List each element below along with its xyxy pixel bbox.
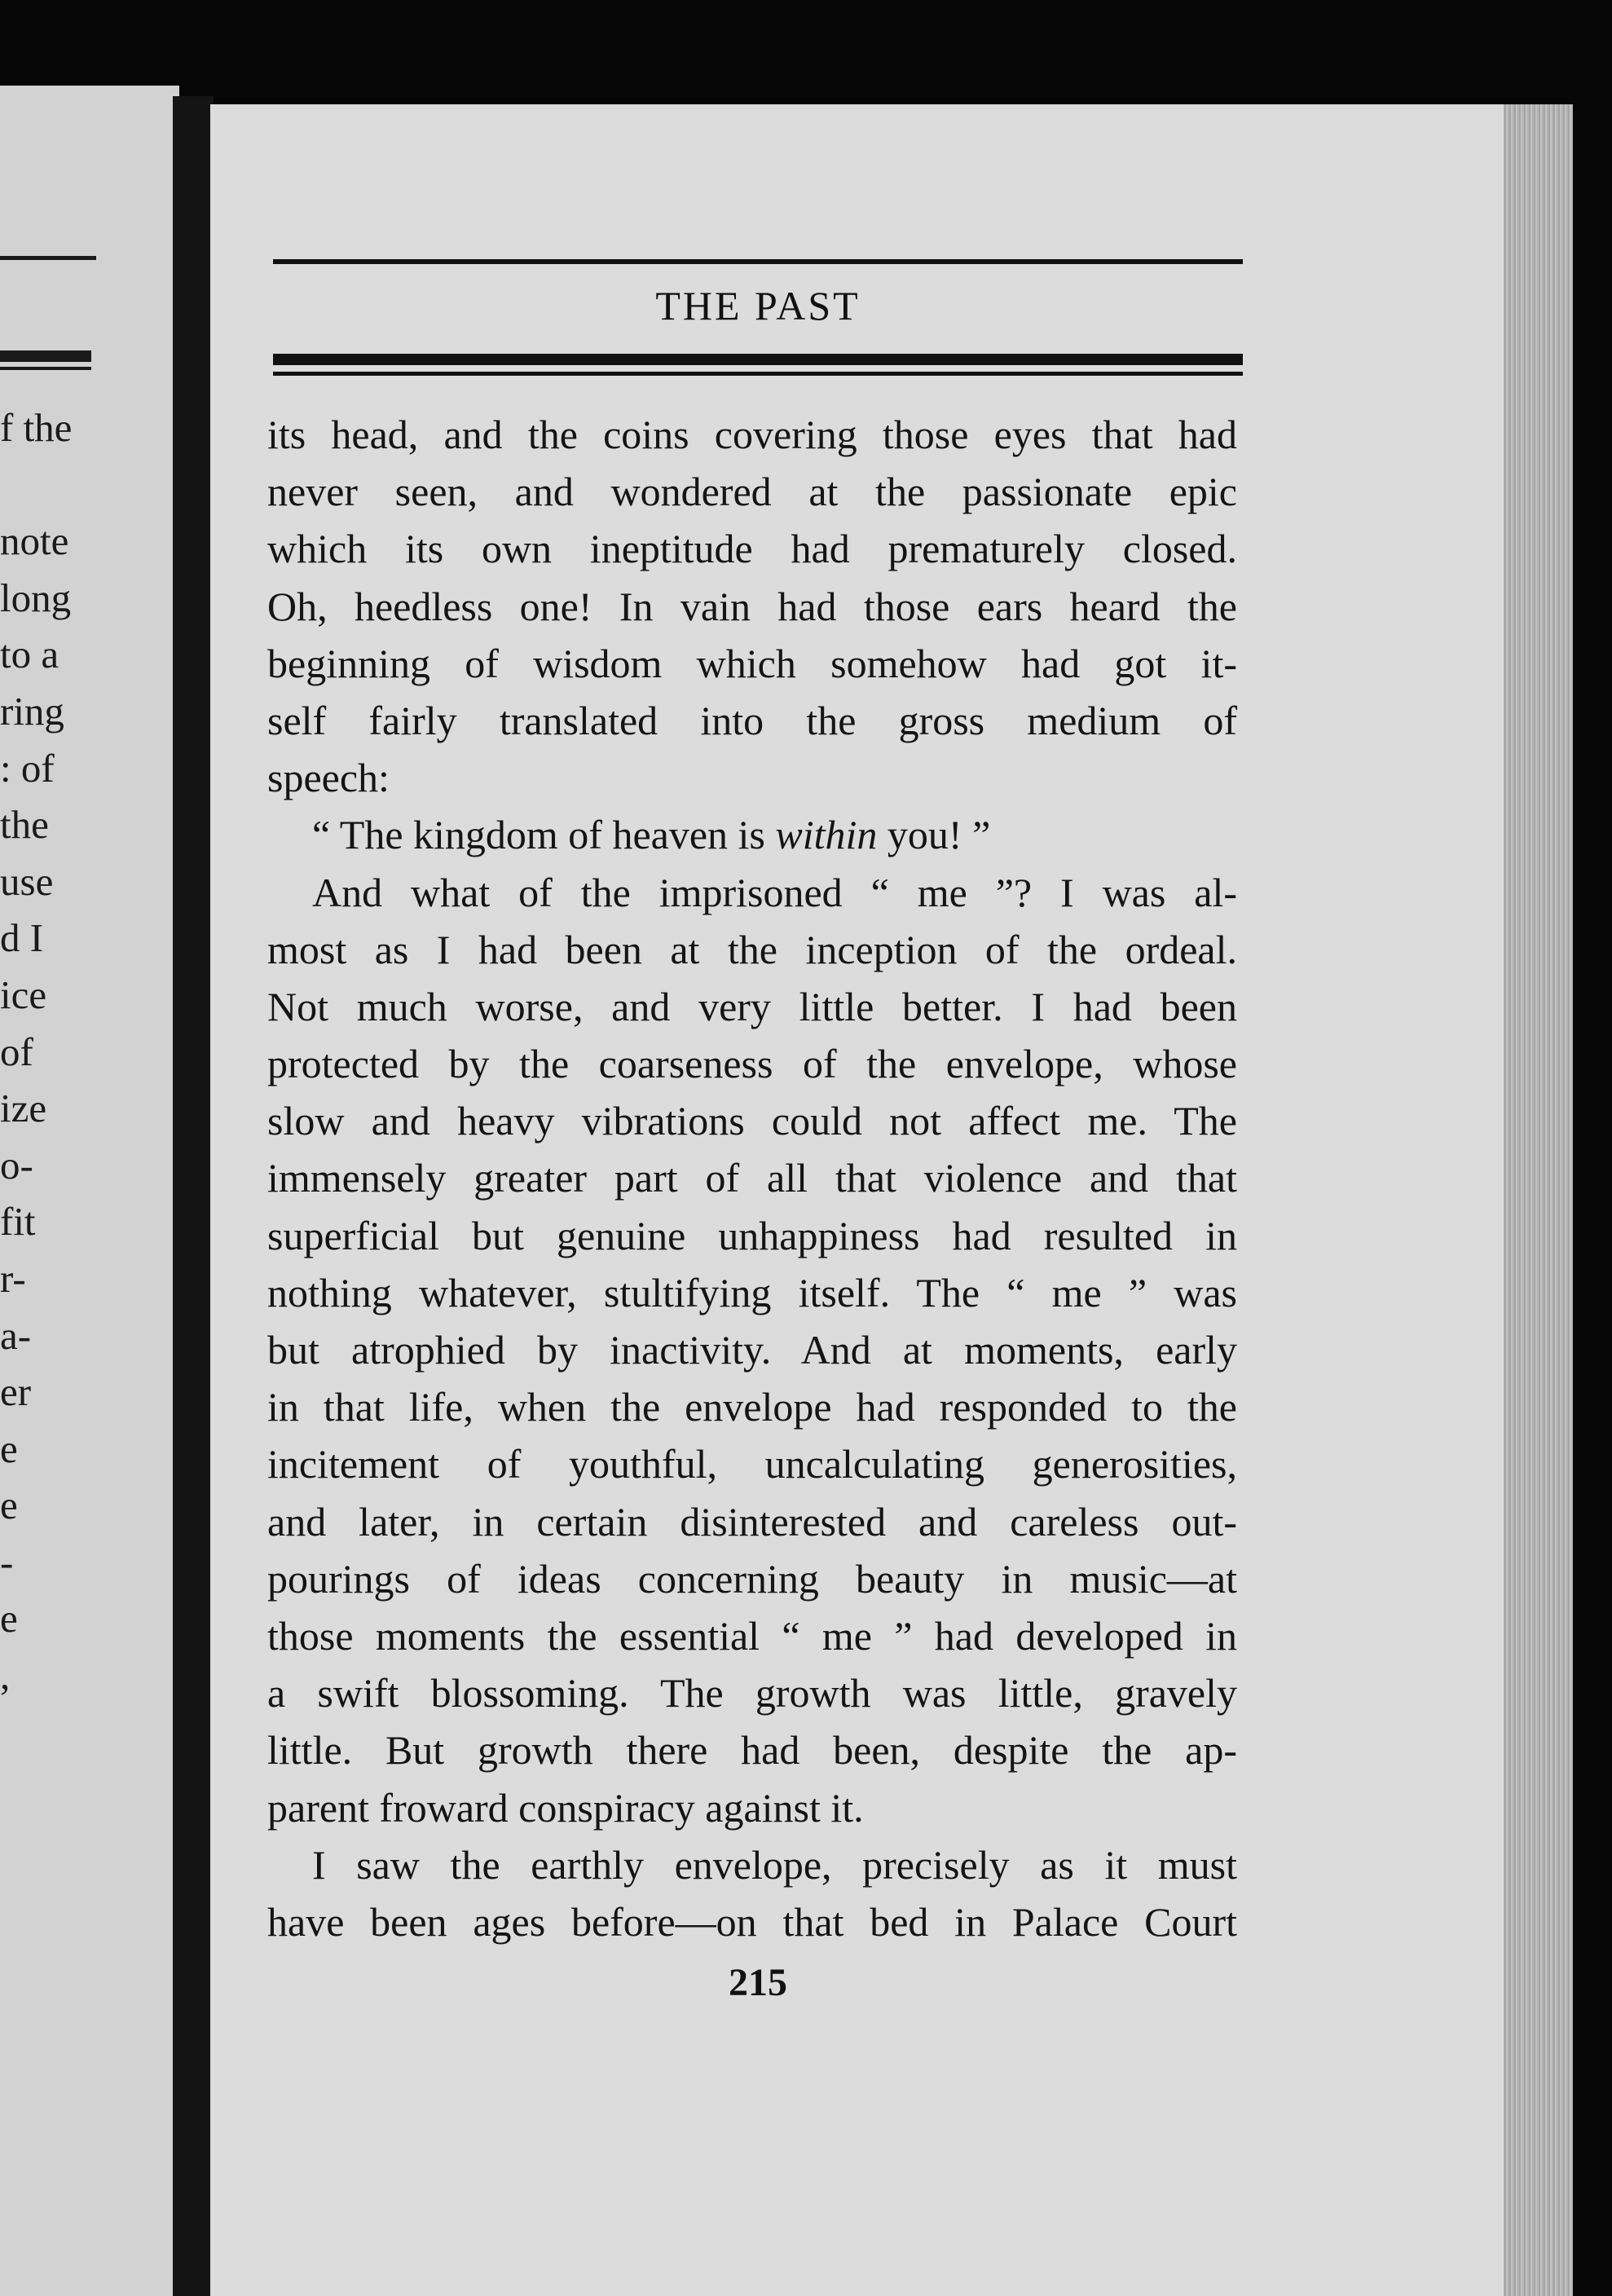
left-page-fragment: , [0,1653,11,1699]
left-page-fragment: o- [0,1142,33,1188]
left-page-fragment: d I [0,915,44,961]
left-facing-page [0,86,179,2296]
text-line: “ The kingdom of heaven is within you! ” [312,812,991,858]
text-line: and later, in certain disinterested and careless out- [267,1498,1237,1545]
left-page-fragment: ize [0,1086,47,1131]
left-page-fragment: use [0,858,54,904]
left-page-fragment: r- [0,1255,26,1301]
text-line: nothing whatever, stultifying itself. The “ me ” was [267,1269,1237,1315]
page-number: 215 [729,1961,787,2004]
left-page-fragment: the [0,802,49,848]
text-line: superficial but genuine unhappiness had resulted in [267,1212,1237,1258]
left-page-fragment [0,456,98,513]
text-line: speech: [267,755,390,801]
text-line: slow and heavy vibrations could not affect me. The [267,1098,1237,1144]
left-page-fragment: to a [0,632,59,677]
text-line: Not much worse, and very little better. I had been [267,983,1237,1029]
text-line: little. But growth there had been, despite the ap- [267,1727,1237,1774]
text-line: protected by the coarseness of the envelope, whose [267,1041,1237,1087]
left-page-fragment: : of [0,745,55,791]
text-line: self fairly translated into the gross medium of [267,697,1237,743]
left-header-rule-thick [0,350,91,362]
left-header-rule-thin-lower [0,367,91,370]
left-page-text-fragments [0,399,98,1761]
text-line: immensely greater part of all that violence and that [267,1155,1237,1201]
text-line: but atrophied by inactivity. And at moments, early [267,1327,1237,1373]
emphasized-word: within [775,812,878,858]
text-line: its head, and the coins covering those eyes that had [267,412,1237,457]
text-line: Oh, heedless one! In vain had those ears heard the [267,583,1237,629]
body-text [267,406,1237,1950]
left-page-fragment: ice [0,972,47,1017]
running-head: THE PAST [655,283,861,328]
left-page-fragment: e [0,1483,18,1528]
left-page-fragment: e [0,1596,18,1642]
text-line: have been ages before—on that bed in Palace Court [267,1898,1237,1945]
text-line: I saw the earthly envelope, precisely as it must [312,1841,1237,1888]
header-rule-thin [273,372,1243,376]
header-rule-top [273,259,1243,264]
left-page-fragment: - [0,1539,14,1584]
left-page-fragment: a- [0,1312,32,1358]
left-page-fragment [0,1704,98,1761]
page-edges [1504,104,1573,2296]
text-line: pourings of ideas concerning beauty in music—at [267,1555,1237,1602]
text-line: which its own ineptitude had prematurely closed. [267,526,1237,572]
text-line: And what of the imprisoned “ me ”? I was al- [312,869,1237,915]
left-page-fragment: f the [0,405,73,450]
text-line: beginning of wisdom which somehow had got it- [267,640,1237,686]
text-line: never seen, and wondered at the passionate epic [267,469,1237,515]
text-line: most as I had been at the inception of the ordeal. [267,926,1237,972]
text-line: those moments the essential “ me ” had developed in [267,1612,1237,1659]
left-page-fragment: of [0,1029,33,1074]
text-line: parent froward conspiracy against it. [267,1784,864,1831]
text-line: a swift blossoming. The growth was little, gravely [267,1670,1237,1716]
left-page-fragment: note [0,518,69,564]
left-header-rule-thin [0,256,96,260]
text-line: incitement of youthful, uncalculating generosities, [267,1441,1237,1487]
left-page-fragment: er [0,1369,32,1415]
text-line: in that life, when the envelope had responded to the [267,1384,1237,1430]
book-gutter [173,96,214,2296]
left-page-fragment: fit [0,1199,36,1245]
header-rule-thick [273,354,1243,365]
left-page-fragment: ring [0,688,64,734]
left-page-fragment: e [0,1426,18,1471]
left-page-fragment: long [0,575,72,620]
